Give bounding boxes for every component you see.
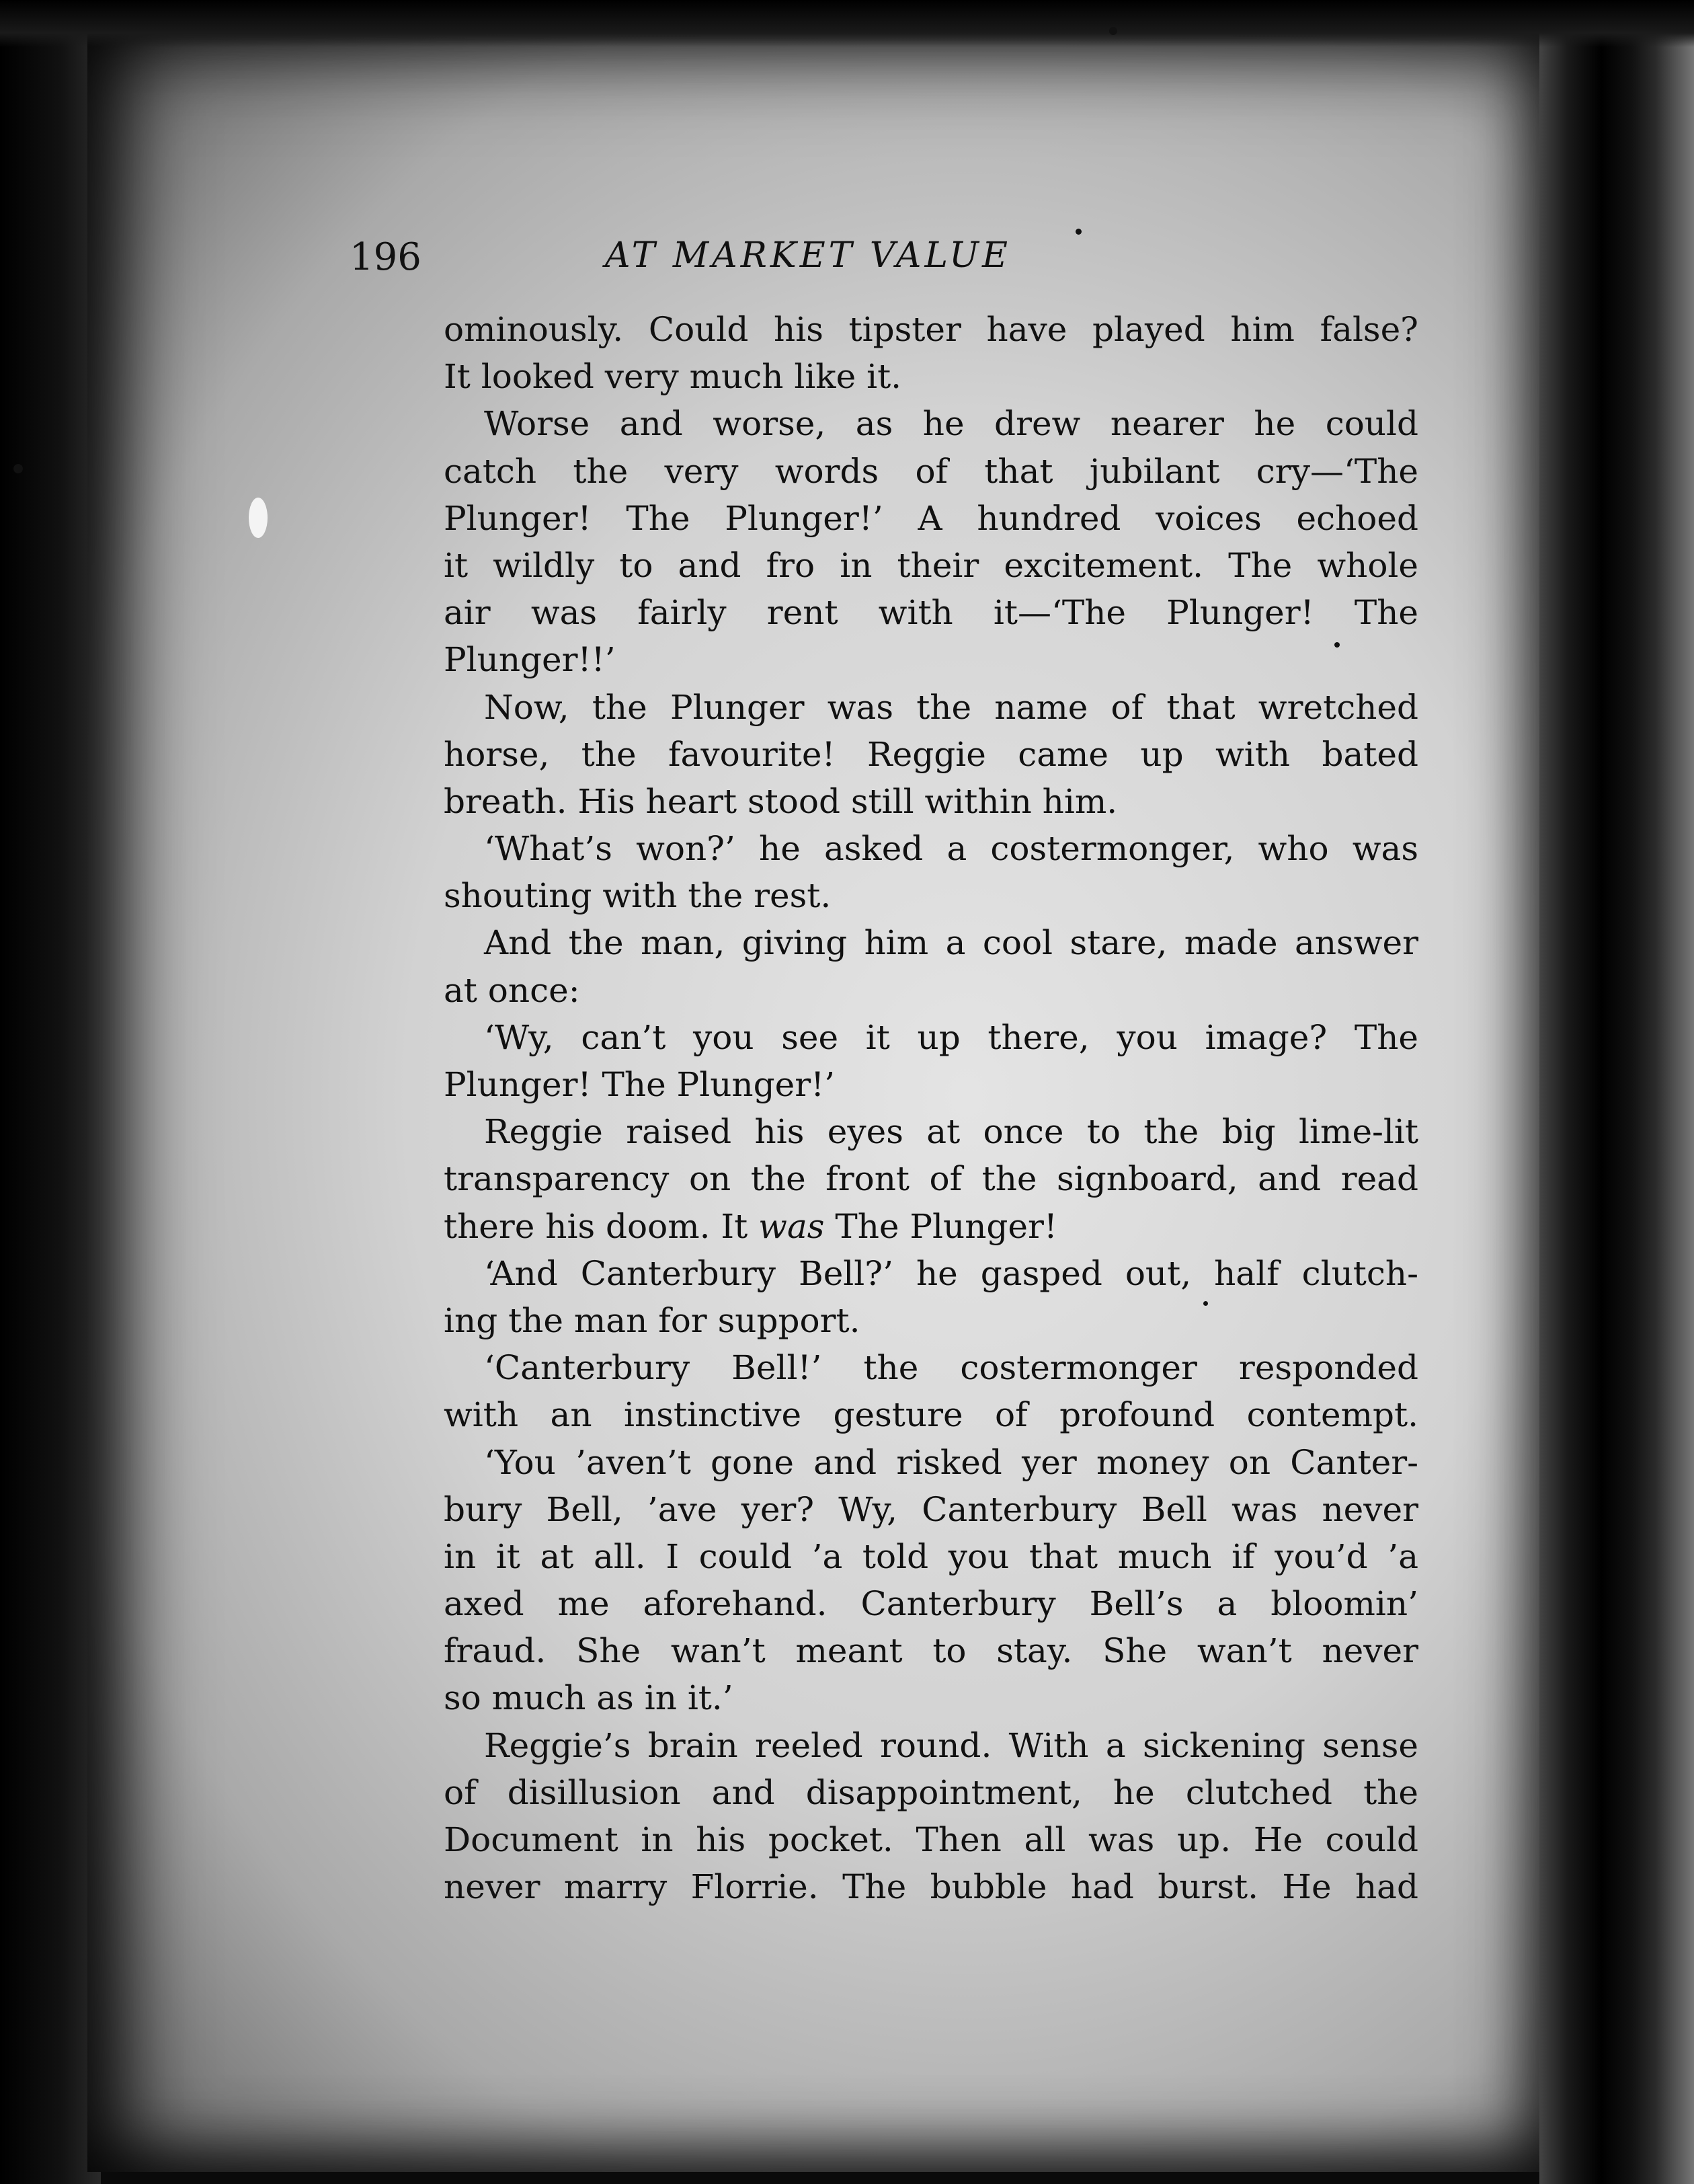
page-header: [350, 229, 1432, 289]
text-line-content: air was fairly rent with it—‘The Plunger! The: [444, 593, 1418, 633]
text-line-content: never marry Florrie. The bubble had burst. He had: [444, 1867, 1418, 1907]
text-line: [444, 400, 1418, 447]
text-line: [444, 1816, 1418, 1863]
text-line-content: at once:: [444, 970, 580, 1010]
running-head: AT MARKET VALUE: [605, 235, 1011, 276]
scan-speck: [1076, 229, 1082, 235]
text-line-content: ‘Wy, can’t you see it up there, you image? The: [484, 1017, 1418, 1057]
text-line-content: ing the man for support.: [444, 1300, 860, 1340]
book-page: [87, 20, 1553, 2172]
text-line: [444, 1391, 1418, 1438]
text-line: [444, 306, 1418, 353]
page-number: 196: [350, 235, 421, 279]
text-line: [444, 1344, 1418, 1391]
text-line-content: And the man, giving him a cool stare, made answer: [484, 923, 1418, 963]
text-line: [444, 1439, 1418, 1486]
text-line-content: horse, the favourite! Reggie came up with bated: [444, 734, 1418, 774]
emphasized-word: was: [758, 1206, 825, 1246]
text-line-continuation: The Plunger!: [824, 1206, 1058, 1246]
text-line: [444, 1014, 1418, 1061]
text-line-content: ‘You ’aven’t gone and risked yer money on Canter-: [484, 1442, 1418, 1482]
scan-speck: [1334, 642, 1340, 648]
text-line: [444, 778, 1418, 825]
text-line: [444, 825, 1418, 872]
text-line: [444, 1580, 1418, 1627]
scan-speck: [249, 498, 268, 538]
text-line-content: axed me aforehand. Canterbury Bell’s a bloomin’: [444, 1584, 1418, 1624]
text-line: [444, 731, 1418, 778]
text-line: [444, 1486, 1418, 1533]
text-line: [444, 1863, 1418, 1910]
text-line-content: so much as in it.’: [444, 1678, 733, 1718]
text-line-content: bury Bell, ’ave yer? Wy, Canterbury Bell was never: [444, 1489, 1418, 1529]
text-line-content: of disillusion and disappointment, he clutched the: [444, 1772, 1418, 1812]
text-line-content: with an instinctive gesture of profound contempt.: [444, 1395, 1418, 1435]
scan-speck: [1109, 27, 1117, 35]
text-line: [444, 636, 1418, 683]
text-line-content: ‘What’s won?’ he asked a costermonger, who was: [484, 829, 1418, 869]
text-line-content: transparency on the front of the signboard, and read: [444, 1159, 1418, 1199]
text-line: [444, 1533, 1418, 1580]
text-line: [444, 684, 1418, 731]
text-line-content: Now, the Plunger was the name of that wretched: [484, 687, 1418, 727]
text-line: [444, 495, 1418, 542]
text-line: [444, 1674, 1418, 1721]
text-line: [444, 1250, 1418, 1297]
text-line: [444, 967, 1418, 1014]
text-line: [444, 1155, 1418, 1202]
text-line-content: Worse and worse, as he drew nearer he could: [484, 404, 1418, 444]
scan-speck: [13, 464, 23, 473]
text-line: [444, 1061, 1418, 1108]
text-line: [444, 872, 1418, 919]
text-line-content: ominously. Could his tipster have played him false?: [444, 310, 1418, 349]
text-line-content: It looked very much like it.: [444, 357, 902, 397]
text-line-content: Reggie’s brain reeled round. With a sickening sense: [484, 1725, 1418, 1765]
text-line: [444, 1769, 1418, 1816]
text-line-content: ‘And Canterbury Bell?’ he gasped out, half clutch-: [484, 1253, 1418, 1293]
text-line-content: catch the very words of that jubilant cry—‘The: [444, 451, 1418, 491]
text-line-content: it wildly to and fro in their excitement. The whole: [444, 545, 1418, 585]
scan-speck: [1203, 1301, 1208, 1306]
top-page-edge: [0, 0, 1694, 47]
text-line: [444, 1722, 1418, 1769]
text-line: [444, 1108, 1418, 1155]
text-line-content: shouting with the rest.: [444, 876, 832, 916]
text-line: [444, 1297, 1418, 1344]
body-text: [444, 306, 1418, 1910]
text-line-content: Document in his pocket. Then all was up. He could: [444, 1820, 1418, 1859]
text-line: [444, 353, 1418, 400]
text-line: [444, 1627, 1418, 1674]
left-binding-shadow: [0, 0, 101, 2184]
text-line-content: there his doom. It: [444, 1206, 759, 1246]
text-line-content: Plunger!!’: [444, 640, 616, 680]
text-line: [444, 919, 1418, 966]
text-line: [444, 1203, 1418, 1250]
text-line: [444, 542, 1418, 589]
text-line-content: breath. His heart stood still within him.: [444, 781, 1118, 821]
text-line-content: Reggie raised his eyes at once to the big lime-lit: [484, 1112, 1418, 1152]
text-line-content: ‘Canterbury Bell!’ the costermonger responded: [484, 1348, 1418, 1388]
text-line-content: Plunger! The Plunger!’ A hundred voices echoed: [444, 498, 1418, 538]
text-line: [444, 448, 1418, 495]
text-line: [444, 589, 1418, 636]
text-line-content: Plunger! The Plunger!’: [444, 1065, 836, 1104]
right-page-edge: [1539, 0, 1694, 2184]
text-line-content: in it at all. I could ’a told you that much if you’d ’a: [444, 1536, 1418, 1576]
text-line-content: fraud. She wan’t meant to stay. She wan’t never: [444, 1631, 1418, 1671]
